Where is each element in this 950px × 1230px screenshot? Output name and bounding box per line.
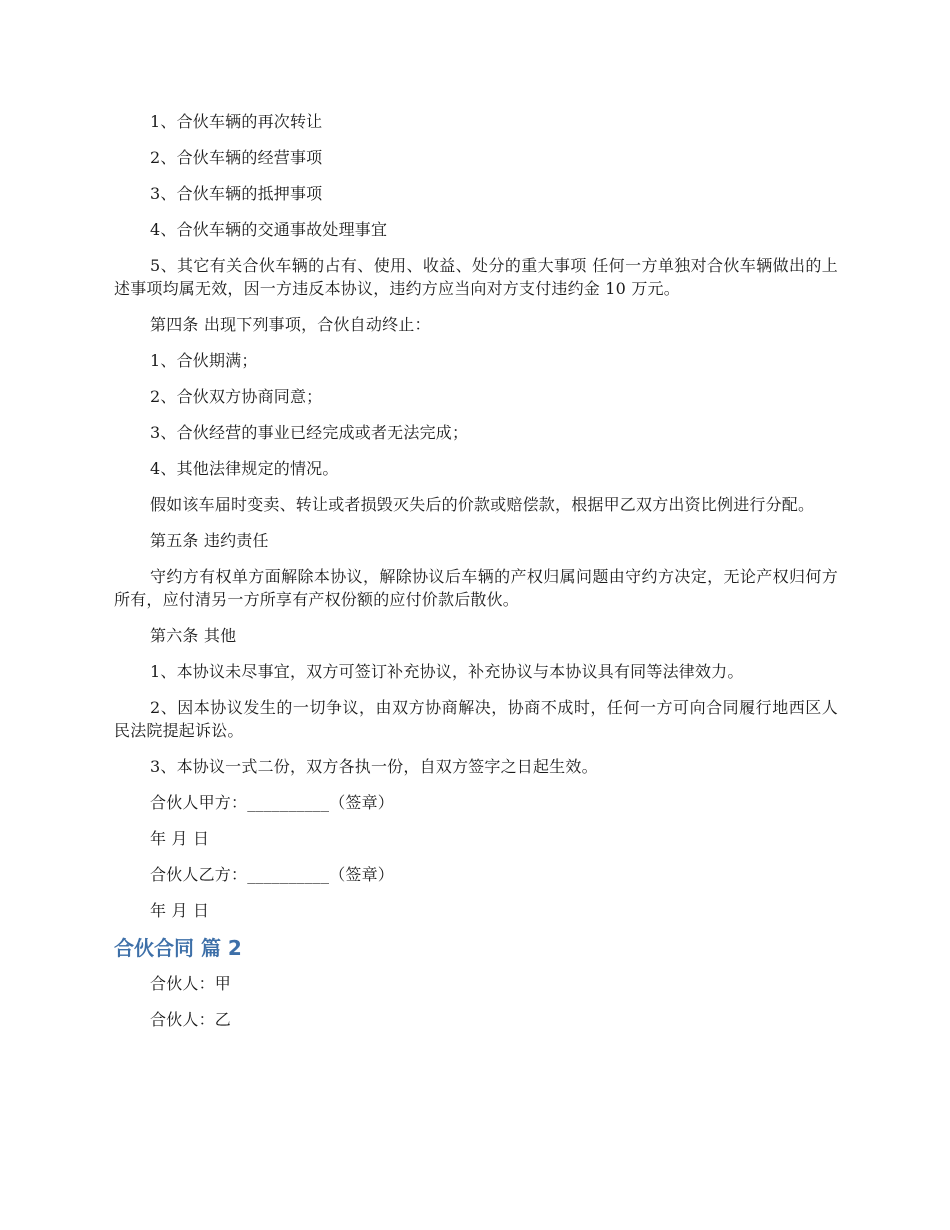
document-page xyxy=(114,110,838,1044)
paragraph: 3、本协议一式二份，双方各执一份，自双方签字之日起生效。 xyxy=(150,757,598,776)
party-line: 合伙人：乙 xyxy=(150,1010,232,1029)
paragraph: 1、本协议未尽事宜，双方可签订补充协议，补充协议与本协议具有同等法律效力。 xyxy=(150,662,744,681)
paragraph: 2、合伙双方协商同意； xyxy=(150,387,323,406)
date-line: 年 月 日 xyxy=(150,829,210,848)
paragraph: 守约方有权单方面解除本协议，解除协议后车辆的产权归属问题由守约方决定，无论产权归何方所有，应付清另一方所享有产权份额的应付价款后散伙。 xyxy=(114,567,838,609)
section-heading: 合伙合同 篇 2 xyxy=(114,936,242,960)
article-heading: 第六条 其他 xyxy=(150,626,237,645)
signature-line-party-a: 合伙人甲方：__________（签章） xyxy=(150,793,395,812)
paragraph: 1、合伙车辆的再次转让 xyxy=(150,112,323,131)
paragraph: 4、其他法律规定的情况。 xyxy=(150,459,339,478)
paragraph: 2、合伙车辆的经营事项 xyxy=(150,148,323,167)
article-heading: 第四条 出现下列事项，合伙自动终止： xyxy=(150,315,431,334)
signature-line-party-b: 合伙人乙方：__________（签章） xyxy=(150,865,395,884)
article-heading: 第五条 违约责任 xyxy=(150,531,269,550)
paragraph: 假如该车届时变卖、转让或者损毁灭失后的价款或赔偿款，根据甲乙双方出资比例进行分配。 xyxy=(150,495,815,514)
date-line: 年 月 日 xyxy=(150,901,210,920)
paragraph: 3、合伙车辆的抵押事项 xyxy=(150,184,323,203)
paragraph: 2、因本协议发生的一切争议，由双方协商解决，协商不成时，任何一方可向合同履行地西区人民法院提起诉讼。 xyxy=(114,698,838,740)
paragraph: 5、其它有关合伙车辆的占有、使用、收益、处分的重大事项 任何一方单独对合伙车辆做出的上述事项均属无效，因一方违反本协议，违约方应当向对方支付违约金 10 万元。 xyxy=(114,256,838,298)
paragraph: 4、合伙车辆的交通事故处理事宜 xyxy=(150,220,388,239)
paragraph: 3、合伙经营的事业已经完成或者无法完成； xyxy=(150,423,469,442)
party-line: 合伙人：甲 xyxy=(150,974,232,993)
paragraph: 1、合伙期满； xyxy=(150,351,258,370)
